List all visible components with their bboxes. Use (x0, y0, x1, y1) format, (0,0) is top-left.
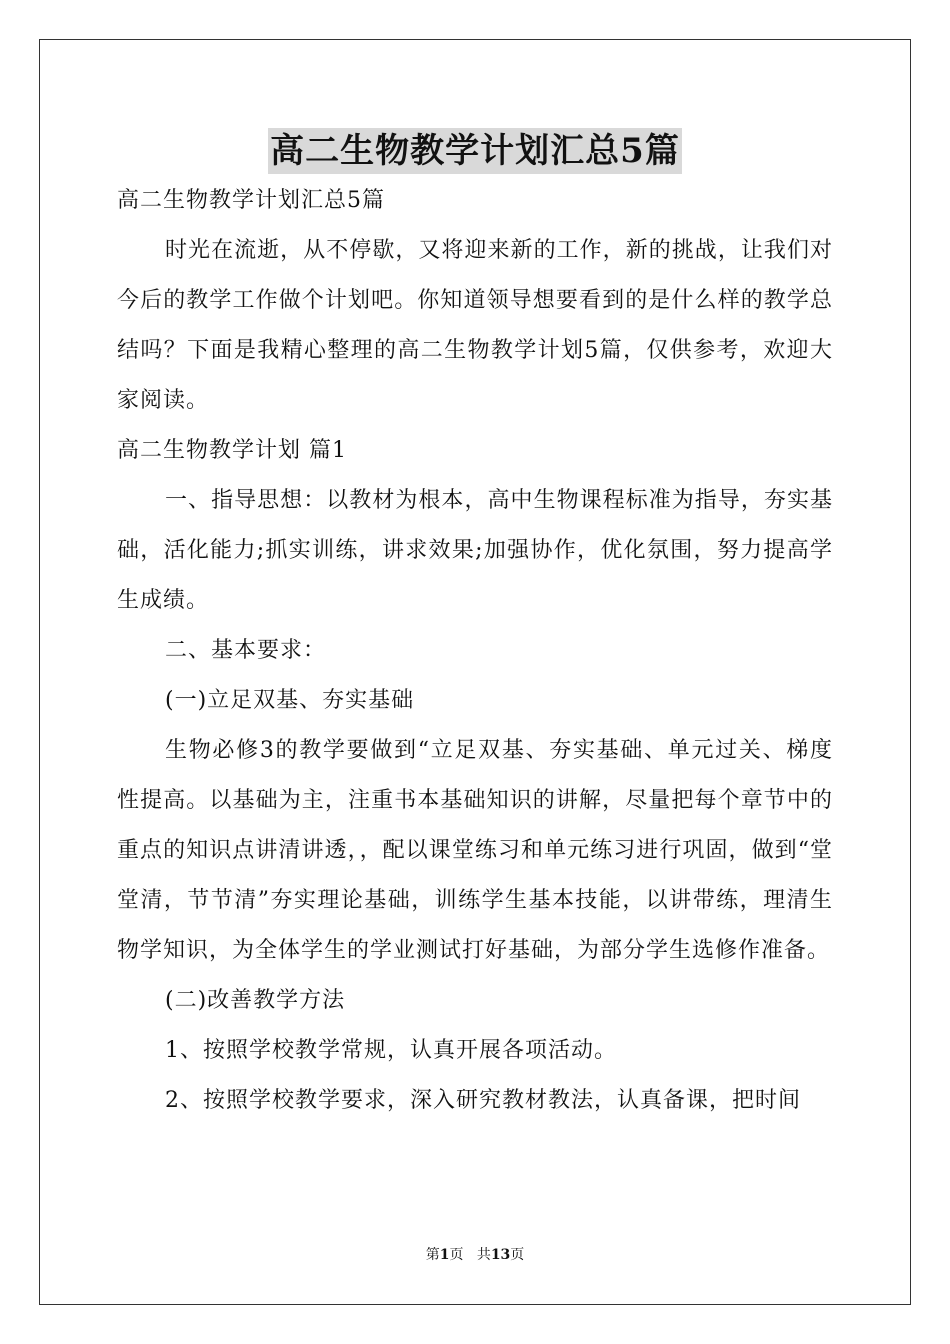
page-number: 1 (439, 1247, 450, 1263)
paragraph: 二、基本要求： (165, 638, 327, 663)
paragraph: 一、指导思想：以教材为根本，高中生物课程标准为指导，夯实基础，活化能力;抓实训练，讲求效果;加强协作，优化氛围，努力提高学生成绩。 (117, 488, 833, 613)
page-suffix: 页 (449, 1247, 464, 1263)
paragraph: 1、按照学校教学常规，认真开展各项活动。 (165, 1038, 617, 1063)
paragraph: (一)立足双基、夯实基础 (165, 688, 415, 713)
document-title: 高二生物教学计划汇总5篇 (268, 128, 682, 174)
paragraph: 生物必修3的教学要做到“立足双基、夯实基础、单元过关、梯度性提高。以基础为主，注重书本基础知识的讲解，尽量把每个章节中的重点的知识点讲清讲透，，配以课堂练习和单元练习进行巩固，做到“堂堂清，节节清”夯实理论基础，训练学生基本技能，以讲带练，理清生物学知识，为全体学生的学业测试打好基础，为部分学生选修作准备。 (117, 738, 833, 963)
title-wrap (0, 128, 950, 174)
paragraph: 时光在流逝，从不停歇，又将迎来新的工作，新的挑战，让我们对今后的教学工作做个计划吧。你知道领导想要看到的是什么样的教学总结吗？下面是我精心整理的高二生物教学计划5篇，仅供参考，欢迎大家阅读。 (117, 238, 833, 413)
paragraph: 2、按照学校教学要求，深入研究教材教法，认真备课，把时间 (165, 1088, 801, 1113)
total-pages: 13 (490, 1247, 511, 1263)
document-body (117, 176, 833, 1126)
section-heading: 高二生物教学计划 篇1 (117, 438, 347, 463)
total-suffix: 页 (510, 1247, 525, 1263)
page-prefix: 第 (425, 1247, 440, 1263)
page-footer (0, 1245, 950, 1265)
total-prefix: 共 (476, 1247, 491, 1263)
paragraph: (二)改善教学方法 (165, 988, 346, 1013)
paragraph: 高二生物教学计划汇总5篇 (117, 188, 385, 213)
